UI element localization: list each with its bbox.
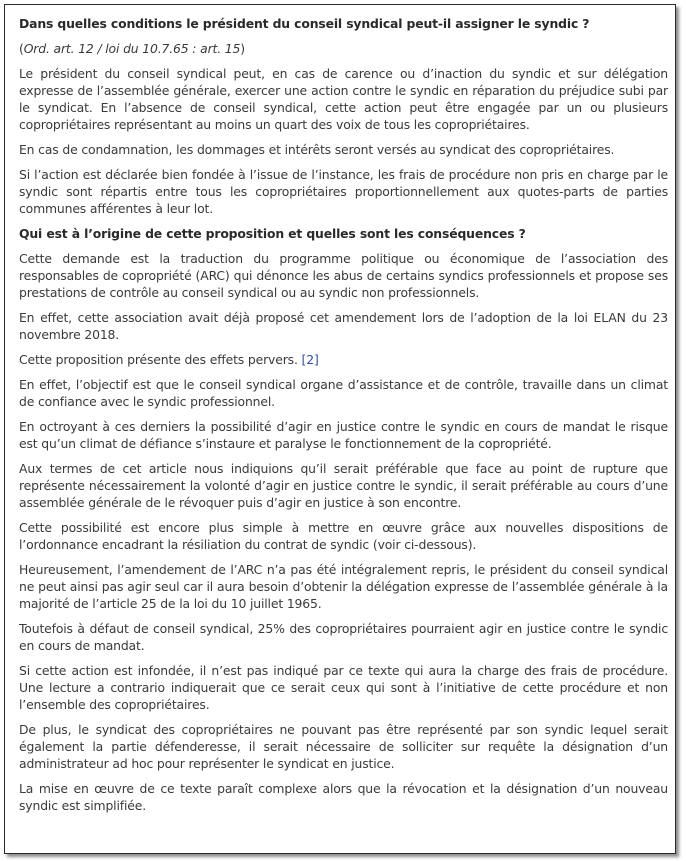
- paragraph-perverse-effects: [19, 351, 668, 368]
- paragraph: Toutefois à défaut de conseil syndical, 25% des copropriétaires pourraient agir en justice contre le syndic en cours de mandat.: [19, 621, 668, 653]
- article-content: [19, 15, 668, 822]
- reference-text: Ord. art. 12 / loi du 10.7.65 : art. 15: [23, 41, 241, 56]
- document-frame: [4, 4, 676, 854]
- paragraph: Si l’action est déclarée bien fondée à l’issue de l’instance, les frais de procédure non pris en charge par le syndic sont répartis entre tous les copropriétaires proportionnellement aux quotes-parts de parties communes afférentes à leur lot.: [19, 167, 668, 216]
- paragraph: Le président du conseil syndical peut, en cas de carence ou d’inaction du syndic et sur délégation expresse de l’assemblée générale, exercer une action contre le syndic en réparation du préjudice subi par le syndicat. En l’absence de conseil syndical, cette action peut être engagée par un ou plusieurs copropriétaires représentant au moins un quart des voix de tous les copropriétaires.: [19, 66, 668, 132]
- paragraph: Cette possibilité est encore plus simple à mettre en œuvre grâce aux nouvelles dispositions de l’ordonnance encadrant la résiliation du contrat de syndic (voir ci-dessous).: [19, 520, 668, 552]
- paragraph: La mise en œuvre de ce texte paraît complexe alors que la révocation et la désignation d’un nouveau syndic est simplifiée.: [19, 781, 668, 813]
- reference-close: ): [240, 41, 245, 56]
- section-heading-assign: Dans quelles conditions le président du conseil syndical peut-il assigner le syndic ?: [19, 16, 590, 31]
- paragraph: En effet, l’objectif est que le conseil syndical organe d’assistance et de contrôle, travaille dans un climat de confiance avec le syndic professionnel.: [19, 377, 668, 409]
- reference-open: (: [19, 41, 24, 56]
- paragraph: Si cette action est infondée, il n’est pas indiqué par ce texte qui aura la charge des frais de procédure. Une lecture a contrario indiquerait que ce serait ceux qui sont à l’initiative de cette procédure et non l’ensemble des copropriétaires.: [19, 663, 668, 712]
- paragraph: De plus, le syndicat des copropriétaires ne pouvant pas être représenté par son syndic lequel serait également la partie défenderesse, il serait nécessaire de solliciter sur requête la désignation d’un administrateur ad hoc pour représenter le syndicat en justice.: [19, 722, 668, 771]
- paragraph: Aux termes de cet article nous indiquions qu’il serait préférable que face au point de rupture que représente nécessairement la volonté d’agir en justice contre le syndic, il serait préférable au cours d’une assemblée générale de le révoquer puis d’agir en justice à son encontre.: [19, 461, 668, 510]
- perverse-text: Cette proposition présente des effets pervers.: [19, 352, 302, 367]
- paragraph: En effet, cette association avait déjà proposé cet amendement lors de l’adoption de la loi ELAN du 23 novembre 2018.: [19, 310, 668, 342]
- paragraph: En cas de condamnation, les dommages et intérêts seront versés au syndicat des copropriétaires.: [19, 142, 615, 157]
- paragraph: Cette demande est la traduction du programme politique ou économique de l’association des responsables de copropriété (ARC) qui dénonce les abus de certains syndics professionnels et propose ses prestations de contrôle au conseil syndical ou au syndic non professionnels.: [19, 251, 668, 300]
- paragraph: Heureusement, l’amendement de l’ARC n’a pas été intégralement repris, le président du conseil syndical ne peut ainsi pas agir seul car il aura besoin d’obtenir la délégation expresse de l’assemblée générale à la majorité de l’article 25 de la loi du 10 juillet 1965.: [19, 562, 668, 611]
- footnote-link[interactable]: [2]: [301, 352, 319, 367]
- paragraph: En octroyant à ces derniers la possibilité d’agir en justice contre le syndic en cours de mandat le risque est qu’un climat de défiance s’instaure et paralyse le fonctionnement de la copropriété.: [19, 419, 668, 451]
- legal-reference: [19, 40, 668, 57]
- section-heading-origin: Qui est à l’origine de cette proposition et quelles sont les conséquences ?: [19, 226, 526, 241]
